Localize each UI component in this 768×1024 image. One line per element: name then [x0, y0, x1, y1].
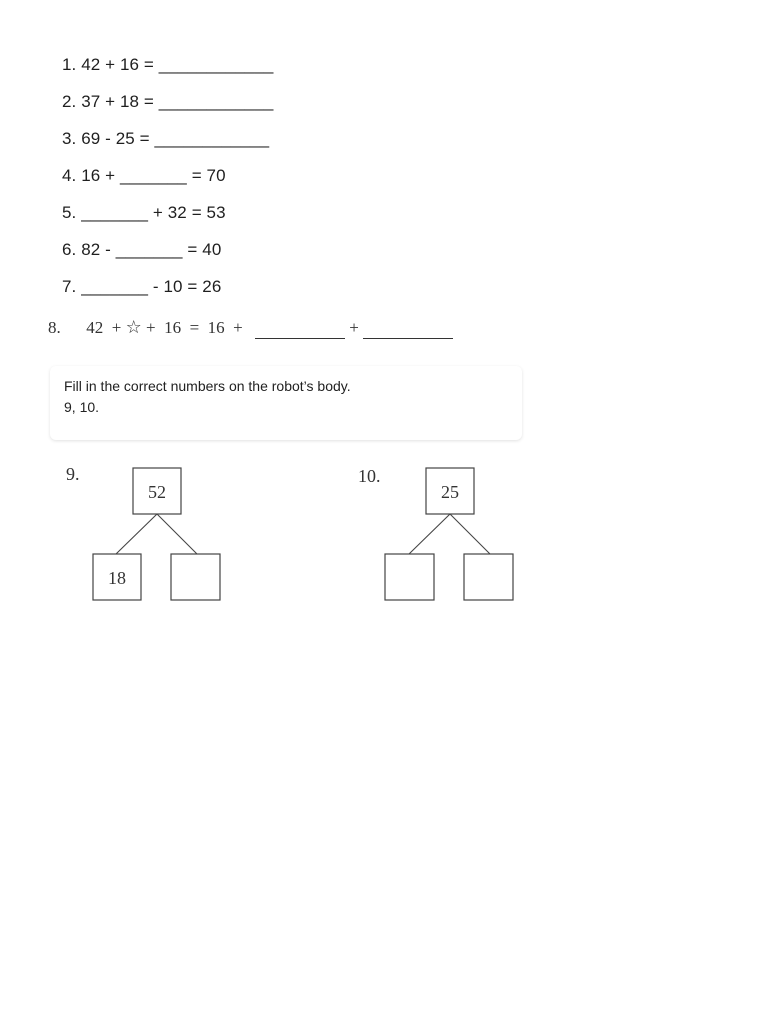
star-icon: ☆ — [125, 317, 142, 338]
question-8-number: 8. — [48, 318, 61, 337]
question-8-plus: + — [349, 318, 359, 337]
diagram-9-top-value: 52 — [148, 482, 166, 502]
diagram-10-top-value: 25 — [441, 482, 459, 502]
question-5: 5. _______ + 32 = 53 — [62, 203, 226, 222]
question-2: 2. 37 + 18 = ____________ — [62, 92, 274, 111]
question-7: 7. _______ - 10 = 26 — [62, 277, 222, 296]
diagram-10-left-box[interactable] — [385, 554, 434, 600]
question-8-part2: + 16 = 16 + — [145, 318, 243, 337]
diagram-10 — [385, 468, 513, 600]
diagram-9-label: 9. — [66, 464, 80, 484]
diagram-9 — [93, 468, 220, 600]
diagram-9-left-value: 18 — [108, 568, 126, 588]
diagram-10-right-box[interactable] — [464, 554, 513, 600]
question-3: 3. 69 - 25 = ____________ — [62, 129, 270, 148]
question-6: 6. 82 - _______ = 40 — [62, 240, 222, 259]
diagram-10-label: 10. — [358, 466, 381, 486]
question-1: 1. 42 + 16 = ____________ — [62, 55, 274, 74]
question-8-part1: 42 + — [86, 318, 122, 337]
diagram-9-right-box[interactable] — [171, 554, 220, 600]
instruction-text: Fill in the correct numbers on the robot’s body. — [64, 378, 351, 394]
question-4: 4. 16 + _______ = 70 — [62, 166, 226, 185]
instruction-items: 9, 10. — [64, 399, 100, 415]
